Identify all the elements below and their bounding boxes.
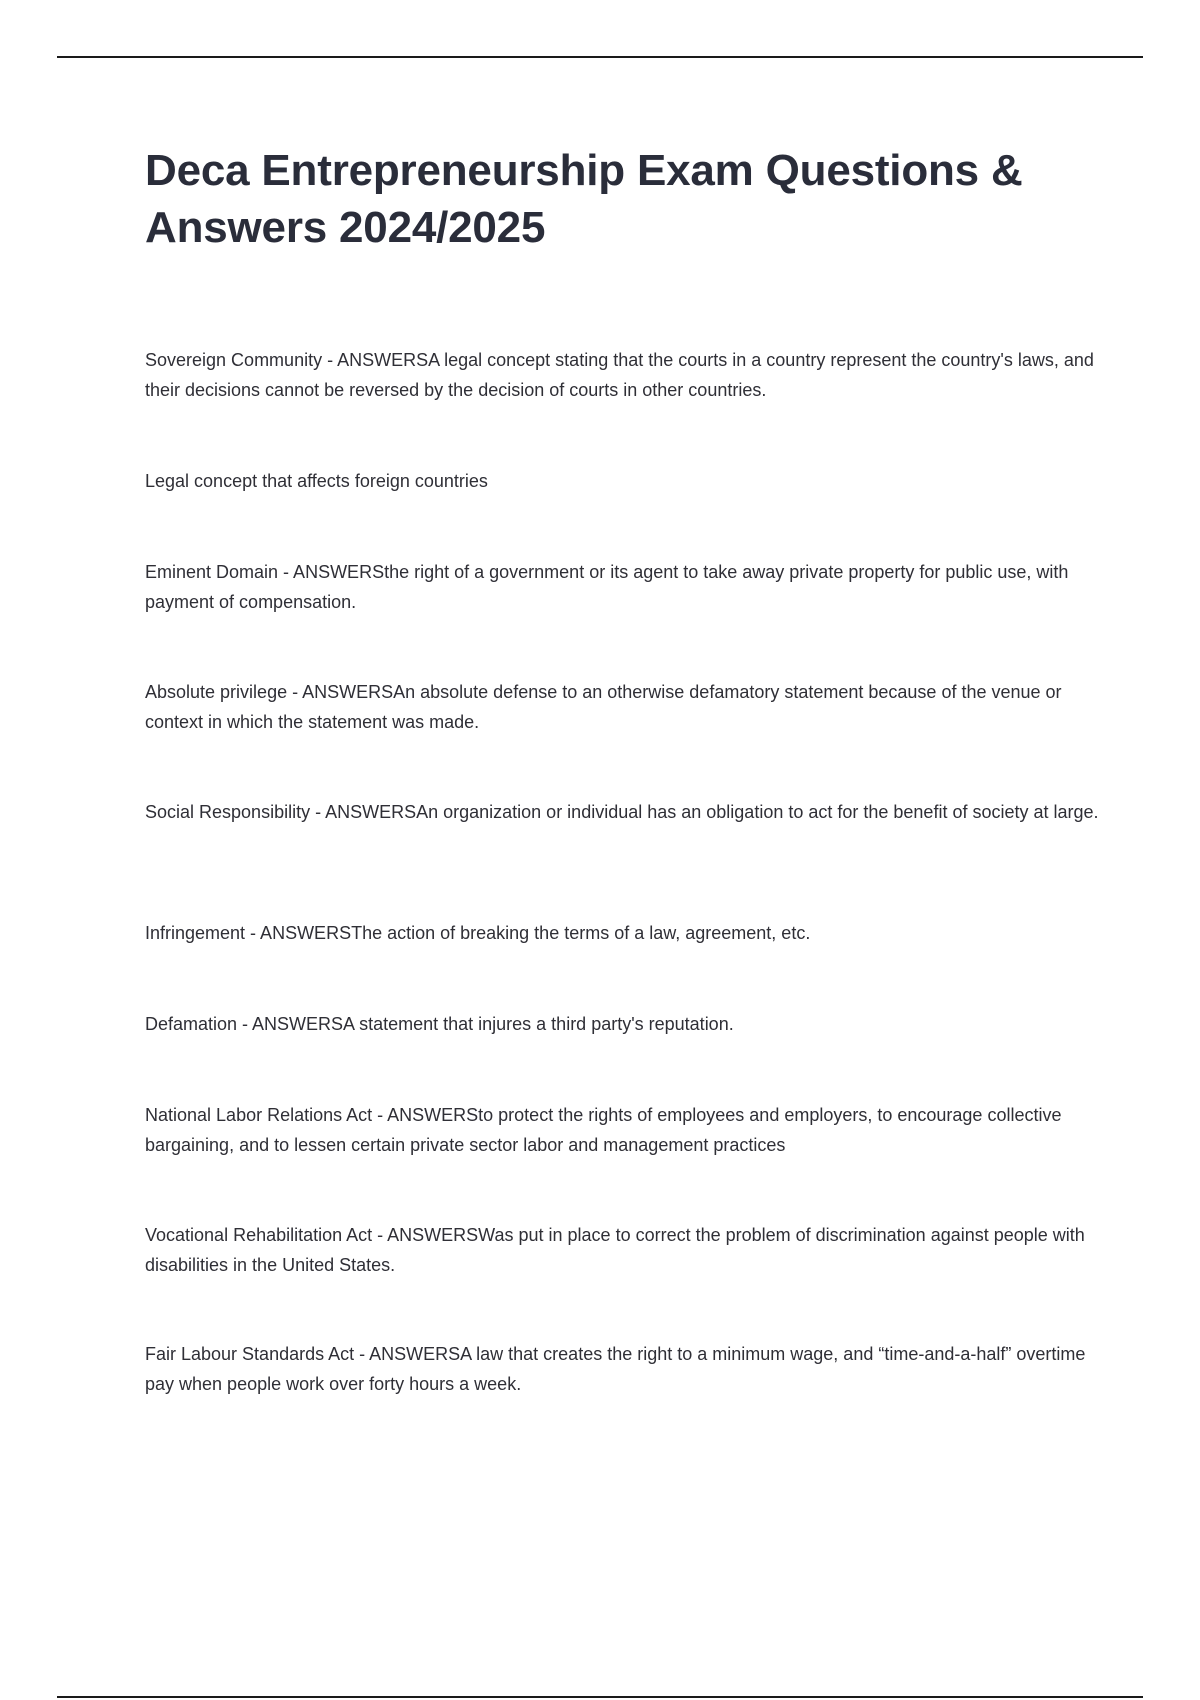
qa-entry-legal-concept-foreign: Legal concept that affects foreign countries [145, 471, 488, 491]
qa-entry-national-labor-relations-act: National Labor Relations Act - ANSWERSto protect the rights of employees and employers, to encourage collective bargaining, and to lessen certain private sector labor and management practices [145, 1105, 1062, 1155]
qa-entry-fair-labour-standards-act: Fair Labour Standards Act - ANSWERSA law that creates the right to a minimum wage, and “time-and-a-half” overtime pay when people work over forty hours a week. [145, 1344, 1086, 1394]
qa-entry-eminent-domain: Eminent Domain - ANSWERSthe right of a government or its agent to take away private property for public use, with payment of compensation. [145, 562, 1069, 612]
qa-entry-infringement: Infringement - ANSWERSThe action of breaking the terms of a law, agreement, etc. [145, 923, 811, 943]
qa-entry-sovereign-community: Sovereign Community - ANSWERSA legal concept stating that the courts in a country represent the country's laws, and their decisions cannot be reversed by the decision of courts in other countries. [145, 350, 1094, 400]
qa-entry-social-responsibility: Social Responsibility - ANSWERSAn organization or individual has an obligation to act for the benefit of society at large. [145, 802, 1099, 822]
qa-entry-defamation: Defamation - ANSWERSA statement that injures a third party's reputation. [145, 1014, 734, 1034]
qa-entry-vocational-rehabilitation-act: Vocational Rehabilitation Act - ANSWERSWas put in place to correct the problem of discrimination against people with disabilities in the United States. [145, 1225, 1085, 1275]
qa-entry-absolute-privilege: Absolute privilege - ANSWERSAn absolute defense to an otherwise defamatory statement because of the venue or context in which the statement was made. [145, 682, 1062, 732]
bottom-divider [57, 1696, 1143, 1698]
page-title: Deca Entrepreneurship Exam Questions & Answers 2024/2025 [145, 146, 1023, 252]
top-divider [57, 56, 1143, 58]
